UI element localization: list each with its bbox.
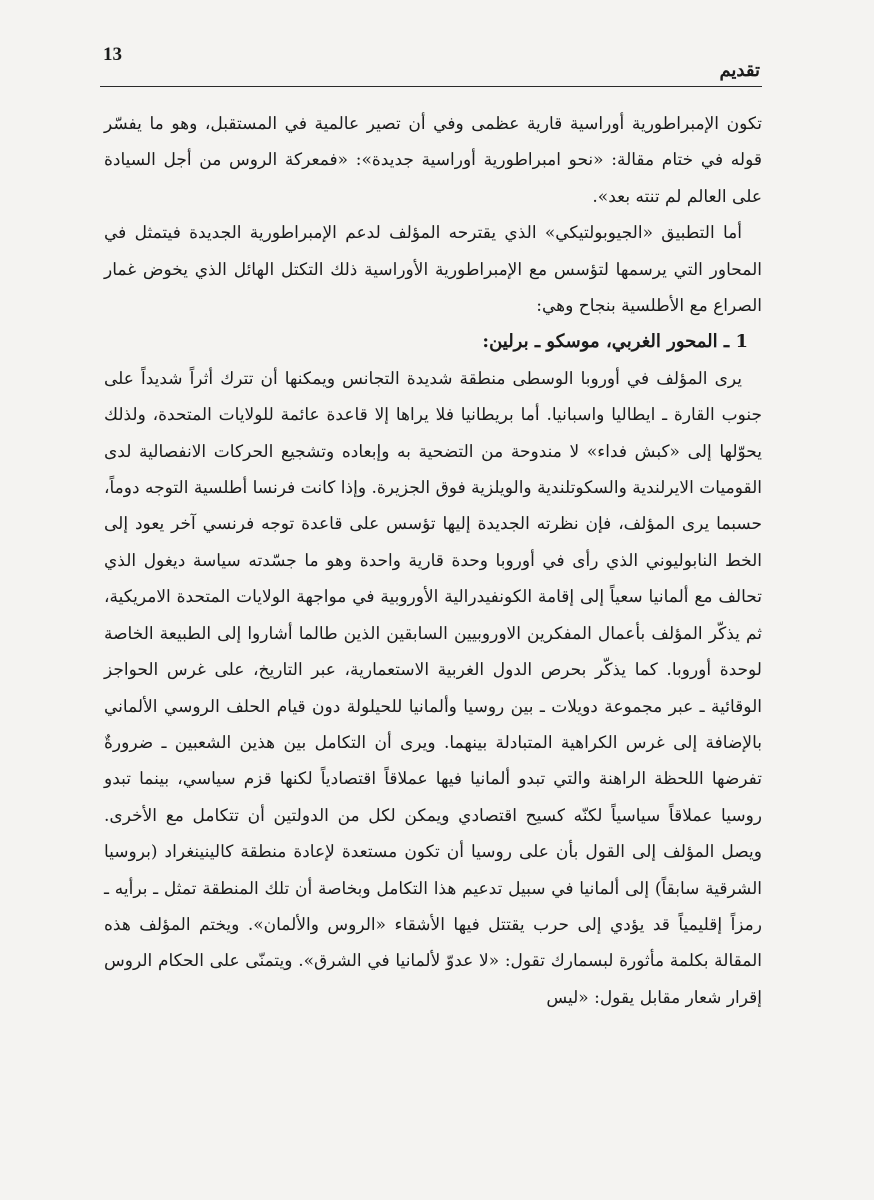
paragraph: يرى المؤلف في أوروبا الوسطى منطقة شديدة التجانس ويمكنها أن تترك أثراً شديداً على جنوب القارة ـ ايطاليا واسبانيا. أما بريطانيا فلا يراها إلا قاعدة عائمة للولايات المتحدة، ولذلك يحوّلها إلى «كبش فداء» لا مندوحة من التضحية به وإبعاده وتشجيع الحركات الانفصالية لدى القوميات الايرلندية والسكوتلندية والويلزية فوق الجزيرة. وإذا كانت فرنسا أطلسية التوجه دوماً، حسبما يرى المؤلف، فإن نظرته الجديدة إليها تؤسس على قاعدة توجه فرنسي آخر يعود إلى الخط النابوليوني الذي رأى في أوروبا وحدة قارية واحدة وهو ما جسّدته سياسة ديغول الذي تحالف مع ألمانيا سعياً إلى إقامة الكونفيدرالية الأوروبية في مواجهة الولايات المتحدة الامريكية، ثم يذكّر المؤلف بأعمال المفكرين الاوروبيين السابقين الذين طالما أشاروا إلى الطبيعة الخاصة لوحدة أوروبا. كما يذكّر بحرص الدول الغربية الاستعمارية، عبر التاريخ، على غرس الحواجز الوقائية ـ عبر مجموعة دويلات ـ بين روسيا وألمانيا للحيلولة دون قيام الحلف الروسي الألماني بالإضافة إلى غرس الكراهية المتبادلة بينهما. ويرى أن التكامل بين هذين الشعبين ـ ضرورةٌ تفرضها اللحظة الراهنة والتي تبدو ألمانيا فيها عملاقاً اقتصادياً لكنها قزم سياسي، بينما تبدو روسيا عملاقاً سياسياً لكنّه كسيح اقتصادي ويمكن لكل من الدولتين أن تتكامل مع الأخرى. ويصل المؤلف إلى القول بأن على روسيا أن تكون مستعدة لإعادة منطقة كالينينغراد (بروسيا الشرقية سابقاً) إلى ألمانيا في سبيل تدعيم هذا التكامل وبخاصة أن تلك المنطقة تمثل ـ برأيه ـ رمزاً إقليمياً قد يؤدي إلى حرب يقتتل فيها الأشقاء «الروس والألمان». ويختم المؤلف هذه المقالة بكلمة مأثورة لبسمارك تقول: «لا عدوّ لألمانيا في الشرق». ويتمنّى على الحكام الروس إقرار شعار مقابل يقول: «ليس xyxy=(104,368,762,1008)
section-heading: 1 ـ المحور الغربي، موسكو ـ برلين: xyxy=(482,331,748,353)
paragraph: تكون الإمبراطورية أوراسية قارية عظمى وفي أن تصير عالمية في المستقبل، وهو ما يفسّر قوله في ختام مقالة: «نحو امبراطورية أوراسية جديدة»: «فمعركة الروس من أجل السيادة على العالم لم تنته بعد». xyxy=(104,114,762,207)
chapter-title: تقديم xyxy=(719,60,760,81)
page-number: 13 xyxy=(103,44,122,65)
body-text xyxy=(104,106,762,1016)
paragraph: أما التطبيق «الجيوبولتيكي» الذي يقترحه المؤلف لدعم الإمبراطورية الجديدة فيتمثل في المحاور التي يرسمها لتؤسس مع الإمبراطورية الأوراسية ذلك التكتل الهائل الذي يخوض غمار الصراع مع الأطلسية بنجاح وهي: xyxy=(104,223,762,317)
header-divider xyxy=(100,86,762,87)
